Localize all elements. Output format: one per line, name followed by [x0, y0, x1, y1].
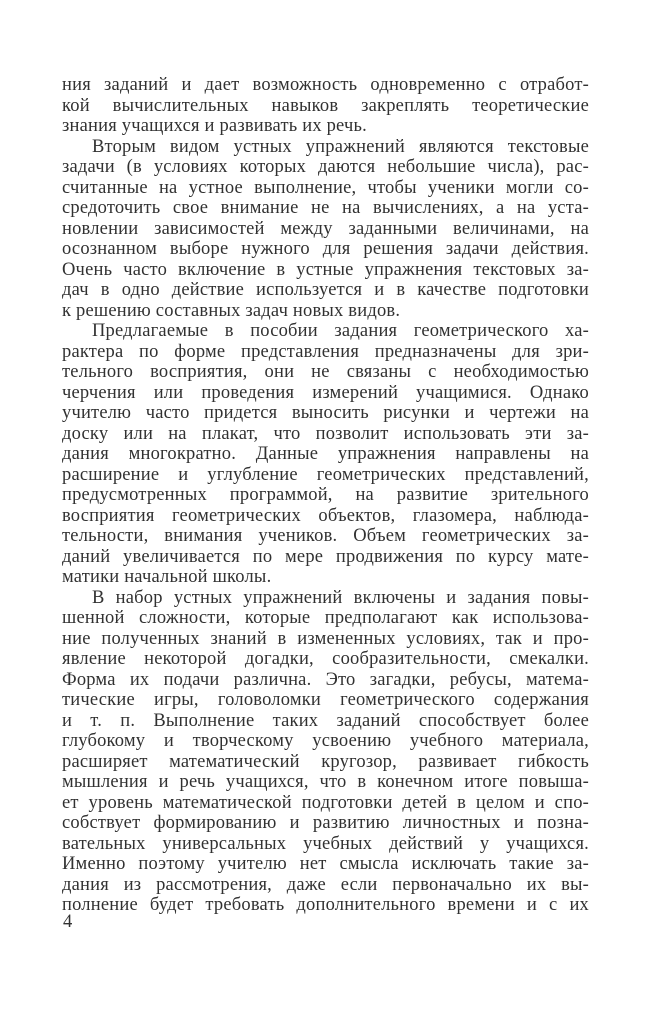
paragraph [62, 321, 589, 588]
text-line: дания из рассмотрения, даже если первоначально их вы- [62, 874, 589, 895]
text-line: кой вычислительных навыков закреплять теоретические [62, 95, 589, 116]
text-line: вательных универсальных учебных действий у учащихся. [62, 833, 589, 854]
paragraph [62, 75, 589, 137]
text-line: Именно поэтому учителю нет смысла исключать такие за- [62, 854, 589, 874]
text-line: Форма их подачи различна. Это загадки, ребусы, матема- [62, 669, 589, 690]
text-line: осознанном выборе нужного для решения задачи действия. [62, 239, 589, 259]
text-line: восприятия геометрических объектов, глазомера, наблюда- [62, 505, 589, 526]
text-line: дания многократно. Данные упражнения направлены на [62, 444, 589, 464]
text-line: знания учащихся и развивать их речь. [62, 116, 367, 136]
text-line: новлении зависимостей между заданными величинами, на [62, 218, 589, 239]
text-line: тические игры, головоломки геометрического содержания [62, 690, 589, 710]
text-line: В набор устных упражнений включены и задания повы- [92, 587, 589, 608]
text-line: ния заданий и дает возможность одновременно с отработ- [62, 75, 589, 95]
text-line: черчения или проведения измерений учащимися. Однако [62, 382, 589, 403]
text-line: матики начальной школы. [62, 567, 272, 587]
text-line: Вторым видом устных упражнений являются текстовые [92, 136, 589, 157]
text-line: Предлагаемые в пособии задания геометрического ха- [92, 321, 589, 341]
text-line: явление некоторой догадки, сообразительности, смекалки. [62, 649, 589, 669]
text-line: средоточить свое внимание не на вычислениях, а на уста- [62, 198, 589, 218]
text-line: шенной сложности, которые предполагают как использова- [62, 608, 589, 628]
text-line: рактера по форме представления предназначены для зри- [62, 341, 589, 362]
text-line: даний увеличивается по мере продвижения по курсу мате- [62, 546, 589, 567]
text-line: Очень часто включение в устные упражнения текстовых за- [62, 259, 589, 280]
text-line: доску или на плакат, что позволит использовать эти за- [62, 423, 589, 444]
text-line: ет уровень математической подготовки детей в целом и спо- [62, 792, 589, 813]
text-line: предусмотренных программой, на развитие зрительного [62, 485, 589, 505]
text-line: собствует формированию и развитию личностных и позна- [62, 813, 589, 833]
text-line: тельности, внимания учеников. Объем геометрических за- [62, 526, 589, 546]
text-line: считанные на устное выполнение, чтобы ученики могли со- [62, 177, 589, 198]
text-line: расширяет математический кругозор, развивает гибкость [62, 751, 589, 772]
paragraph [62, 588, 589, 916]
page-text-block [62, 75, 589, 916]
text-line: к решению составных задач новых видов. [62, 300, 401, 321]
text-line: мышления и речь учащихся, что в конечном итоге повыша- [62, 772, 589, 792]
page-number: 4 [63, 912, 73, 932]
text-line: дач в одно действие используется и в качестве подготовки [62, 280, 589, 300]
text-line: задачи (в условиях которых даются небольшие числа), рас- [62, 157, 589, 177]
text-line: тельного восприятия, они не связаны с необходимостью [62, 362, 589, 382]
text-line: учителю часто придется выносить рисунки и чертежи на [62, 403, 589, 423]
text-line: и т. п. Выполнение таких заданий способствует более [62, 710, 589, 731]
text-line: ние полученных знаний в измененных условиях, так и про- [62, 628, 589, 649]
paragraph [62, 137, 589, 322]
text-line: глубокому и творческому усвоению учебного материала, [62, 731, 589, 751]
text-line: полнение будет требовать дополнительного времени и с их [62, 895, 589, 915]
text-line: расширение и углубление геометрических представлений, [62, 464, 589, 485]
